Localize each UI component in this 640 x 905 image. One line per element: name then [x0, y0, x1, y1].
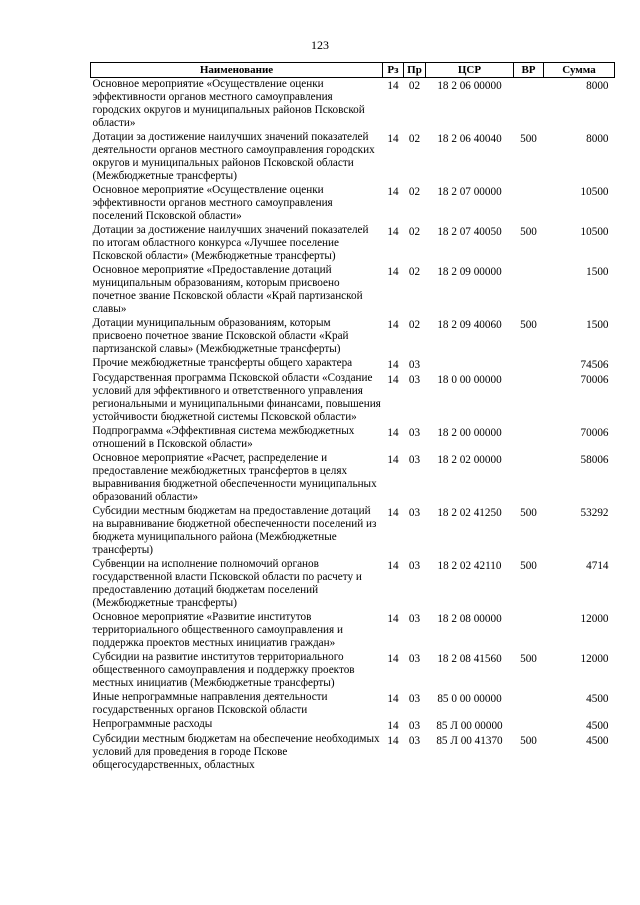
cell-vr: 500: [520, 560, 537, 572]
cell-vr: [514, 691, 544, 718]
cell-csr: 85 0 00 00000: [437, 693, 502, 705]
cell-name: Субсидии местным бюджетам на предоставление дотаций на выравнивание бюджетной обеспеченности поселений из бюджета муниципального района (Межбюджетные трансферты): [92, 505, 377, 556]
cell-rz: 14: [387, 427, 399, 439]
cell-csr: 18 2 09 40060: [437, 319, 502, 331]
cell-rz: 14: [387, 653, 399, 665]
cell-name: Прочие межбюджетные трансферты общего характера: [92, 357, 353, 369]
cell-csr: 18 2 06 40040: [437, 133, 502, 145]
table-row: [91, 184, 615, 224]
cell-sum: 4500: [586, 693, 609, 705]
cell-pr: 03: [408, 359, 421, 371]
cell-csr: 18 2 00 00000: [437, 427, 502, 439]
cell-pr: 03: [408, 653, 421, 665]
budget-table-container: [90, 62, 614, 773]
cell-name: Субвенции на исполнение полномочий органов государственной власти Псковской области по расчету и предоставлению дотаций бюджетам поселений (Межбюджетные трансферты): [92, 558, 362, 609]
cell-vr: [514, 718, 544, 733]
cell-name: Субсидии местным бюджетам на обеспечение необходимых условий для проведения в городе Пскове общегосударственных, областных: [92, 733, 380, 771]
cell-pr: 02: [408, 186, 421, 198]
cell-sum: 10500: [580, 226, 609, 238]
cell-vr: [514, 611, 544, 651]
cell-pr: 03: [408, 374, 421, 386]
cell-csr: 85 Л 00 00000: [436, 720, 503, 732]
cell-rz: 14: [387, 133, 399, 145]
cell-vr: 500: [520, 319, 537, 331]
table-row: [91, 733, 615, 773]
cell-pr: 02: [408, 266, 421, 278]
table-row: [91, 78, 615, 132]
cell-sum: 12000: [580, 653, 609, 665]
cell-vr: 500: [520, 507, 537, 519]
cell-name: Непрограммные расходы: [92, 718, 213, 730]
cell-rz: 14: [387, 80, 399, 92]
cell-rz: 14: [387, 560, 399, 572]
cell-pr: 02: [408, 80, 421, 92]
cell-name: Дотации за достижение наилучших значений показателей по итогам областного конкурса «Лучшее поселение Псковской области» (Межбюджетные трансферты): [92, 224, 369, 262]
table-row: [91, 357, 615, 372]
cell-pr: 03: [408, 613, 421, 625]
cell-rz: 14: [387, 374, 399, 386]
header-name: Наименование: [91, 63, 383, 78]
cell-rz: 14: [387, 720, 399, 732]
page-number: 123: [311, 38, 329, 52]
cell-csr: 18 0 00 00000: [437, 374, 502, 386]
cell-csr: [426, 357, 514, 372]
cell-pr: 03: [408, 693, 421, 705]
cell-csr: 18 2 02 00000: [437, 454, 502, 466]
cell-pr: 03: [408, 507, 421, 519]
table-row: [91, 651, 615, 691]
cell-csr: 18 2 07 00000: [437, 186, 502, 198]
header-vr: ВР: [514, 63, 544, 78]
cell-vr: [514, 372, 544, 425]
cell-sum: 53292: [580, 507, 609, 519]
cell-csr: 18 2 09 00000: [437, 266, 502, 278]
table-row: [91, 264, 615, 317]
cell-name: Дотации муниципальным образованиям, которым присвоено почетное звание Псковской области «Край партизанской славы» (Межбюджетные трансферты): [92, 317, 349, 355]
cell-pr: 03: [408, 560, 421, 572]
table-row: [91, 372, 615, 425]
cell-vr: [514, 184, 544, 224]
cell-pr: 03: [408, 735, 421, 747]
cell-csr: 18 2 02 42110: [437, 560, 502, 572]
cell-csr: 85 Л 00 41370: [436, 735, 503, 747]
cell-rz: 14: [387, 454, 399, 466]
cell-name: Основное мероприятие «Развитие институтов территориального общественного самоуправления и поддержка проектов местных инициатив граждан»: [92, 611, 343, 649]
cell-sum: 8000: [586, 133, 609, 145]
header-rz: Рз: [383, 63, 404, 78]
table-row: [91, 718, 615, 733]
cell-sum: 4500: [586, 720, 609, 732]
table-row: [91, 425, 615, 452]
cell-vr: [514, 264, 544, 317]
header-sum: Сумма: [544, 63, 615, 78]
cell-name: Основное мероприятие «Осуществление оценки эффективности органов местного самоуправления поселений Псковской области»: [92, 184, 333, 222]
cell-sum: 74506: [580, 359, 609, 371]
cell-csr: 18 2 02 41250: [437, 507, 502, 519]
cell-rz: 14: [387, 693, 399, 705]
table-row: [91, 691, 615, 718]
cell-pr: 03: [408, 454, 421, 466]
cell-name: Дотации за достижение наилучших значений показателей деятельности органов местного самоуправления городских округов и муниципальных районов Псковской области (Межбюджетные трансферты): [92, 131, 375, 182]
cell-rz: 14: [387, 266, 399, 278]
cell-rz: 14: [387, 735, 399, 747]
table-row: [91, 452, 615, 505]
cell-rz: 14: [387, 319, 399, 331]
table-row: [91, 131, 615, 184]
cell-sum: 1500: [586, 266, 609, 278]
cell-pr: 02: [408, 133, 421, 145]
cell-pr: 03: [408, 720, 421, 732]
cell-csr: 18 2 07 40050: [437, 226, 502, 238]
cell-name: Основное мероприятие «Предоставление дотаций муниципальным образованиям, которым присвоено почетное звание Псковской области «Край партизанской славы»: [92, 264, 363, 315]
cell-name: Государственная программа Псковской области «Создание условий для эффективного и ответственного управления региональными и муниципальными финансами, повышения устойчивости бюджетной системы Псковской области»: [92, 372, 381, 423]
cell-sum: 4714: [586, 560, 609, 572]
cell-csr: 18 2 08 00000: [437, 613, 502, 625]
cell-name: Основное мероприятие «Расчет, распределение и предоставление межбюджетных трансфертов в целях выравнивания бюджетной обеспеченности муниципальных образований области»: [92, 452, 377, 503]
cell-sum: 12000: [580, 613, 609, 625]
cell-vr: [514, 425, 544, 452]
cell-sum: 8000: [586, 80, 609, 92]
cell-rz: 14: [387, 507, 399, 519]
table-row: [91, 224, 615, 264]
table-row: [91, 505, 615, 558]
table-header-row: [91, 63, 615, 78]
cell-vr: [514, 357, 544, 372]
header-pr: Пр: [404, 63, 426, 78]
table-row: [91, 558, 615, 611]
cell-vr: [514, 452, 544, 505]
cell-sum: 58006: [580, 454, 609, 466]
cell-sum: 4500: [586, 735, 609, 747]
cell-rz: 14: [387, 359, 399, 371]
cell-rz: 14: [387, 226, 399, 238]
table-row: [91, 317, 615, 357]
cell-rz: 14: [387, 613, 399, 625]
cell-pr: 02: [408, 226, 421, 238]
cell-sum: 10500: [580, 186, 609, 198]
cell-pr: 03: [408, 427, 421, 439]
cell-sum: 1500: [586, 319, 609, 331]
cell-sum: 70006: [580, 427, 609, 439]
cell-pr: 02: [408, 319, 421, 331]
table-body: [91, 78, 615, 774]
cell-name: Основное мероприятие «Осуществление оценки эффективности органов местного самоуправления городских округов и муниципальных районов Псковской области»: [92, 78, 365, 129]
cell-vr: 500: [520, 735, 537, 747]
cell-rz: 14: [387, 186, 399, 198]
cell-vr: [514, 78, 544, 132]
cell-csr: 18 2 08 41560: [437, 653, 502, 665]
cell-name: Подпрограмма «Эффективная система межбюджетных отношений в Псковской области»: [92, 425, 355, 450]
cell-name: Субсидии на развитие институтов территориального общественного самоуправления и поддержку проектов местных инициатив (Межбюджетные трансферты): [92, 651, 355, 689]
cell-vr: 500: [520, 653, 537, 665]
cell-sum: 70006: [580, 374, 609, 386]
cell-vr: 500: [520, 226, 537, 238]
budget-table: [90, 62, 615, 773]
header-csr: ЦСР: [426, 63, 514, 78]
cell-csr: 18 2 06 00000: [437, 80, 502, 92]
cell-vr: 500: [520, 133, 537, 145]
table-row: [91, 611, 615, 651]
cell-name: Иные непрограммные направления деятельности государственных органов Псковской области: [92, 691, 328, 716]
